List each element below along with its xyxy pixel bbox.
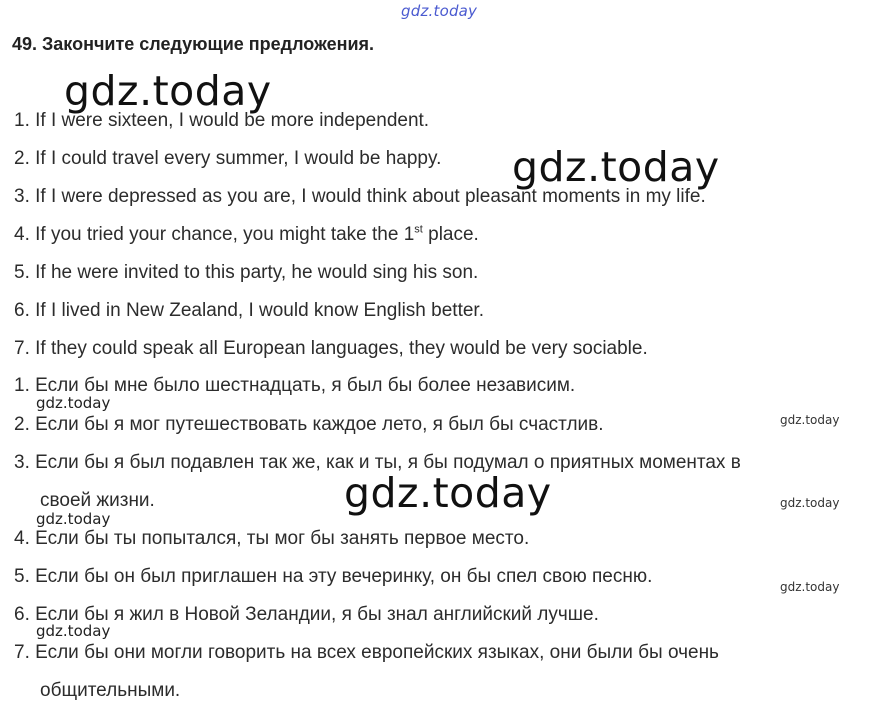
english-sentence-4-end: place. bbox=[422, 224, 479, 245]
russian-sentence-5: 5. Если бы он был приглашен на эту вечеринку, он бы спел свою песню. bbox=[14, 566, 653, 587]
english-sentence-2: 2. If I could travel every summer, I would be happy. bbox=[14, 148, 442, 169]
russian-sentence-2: 2. Если бы я мог путешествовать каждое лето, я был бы счастлив. bbox=[14, 414, 604, 435]
english-sentence-3: 3. If I were depressed as you are, I would think about pleasant moments in my life. bbox=[14, 186, 706, 207]
english-sentence-1: 1. If I were sixteen, I would be more independent. bbox=[14, 110, 430, 131]
russian-sentence-7: 7. Если бы они могли говорить на всех европейских языках, они были бы очень bbox=[14, 642, 719, 663]
watermark-tiny-2: gdz.today bbox=[780, 496, 840, 510]
watermark-small-2: gdz.today bbox=[36, 510, 111, 528]
watermark-large-3: gdz.today bbox=[344, 469, 552, 517]
watermark-top: gdz.today bbox=[401, 2, 478, 20]
english-sentence-4-text: 4. If you tried your chance, you might take the 1 bbox=[14, 224, 415, 245]
russian-sentence-1: 1. Если бы мне было шестнадцать, я был бы более независим. bbox=[14, 375, 576, 396]
english-sentence-7: 7. If they could speak all European languages, they would be very sociable. bbox=[14, 338, 648, 359]
watermark-small-3: gdz.today bbox=[36, 622, 111, 640]
russian-sentence-4: 4. Если бы ты попытался, ты мог бы занять первое место. bbox=[14, 528, 530, 549]
russian-sentence-3: 3. Если бы я был подавлен так же, как и ты, я бы подумал о приятных моментах в bbox=[14, 452, 741, 473]
watermark-large-1: gdz.today bbox=[64, 67, 272, 115]
russian-sentence-3-cont: своей жизни. bbox=[40, 490, 155, 511]
watermark-small-1: gdz.today bbox=[36, 394, 111, 412]
english-sentence-4 bbox=[14, 224, 479, 246]
watermark-large-2: gdz.today bbox=[512, 143, 720, 191]
russian-sentence-6: 6. Если бы я жил в Новой Зеландии, я бы знал английский лучше. bbox=[14, 604, 599, 625]
watermark-tiny-1: gdz.today bbox=[780, 413, 840, 427]
russian-sentence-7-cont: общительными. bbox=[40, 680, 181, 701]
english-sentence-6: 6. If I lived in New Zealand, I would know English better. bbox=[14, 300, 484, 321]
english-sentence-5: 5. If he were invited to this party, he would sing his son. bbox=[14, 262, 479, 283]
ordinal-suffix: st bbox=[414, 223, 423, 236]
exercise-title: 49. Закончите следующие предложения. bbox=[12, 34, 375, 54]
watermark-tiny-3: gdz.today bbox=[780, 580, 840, 594]
